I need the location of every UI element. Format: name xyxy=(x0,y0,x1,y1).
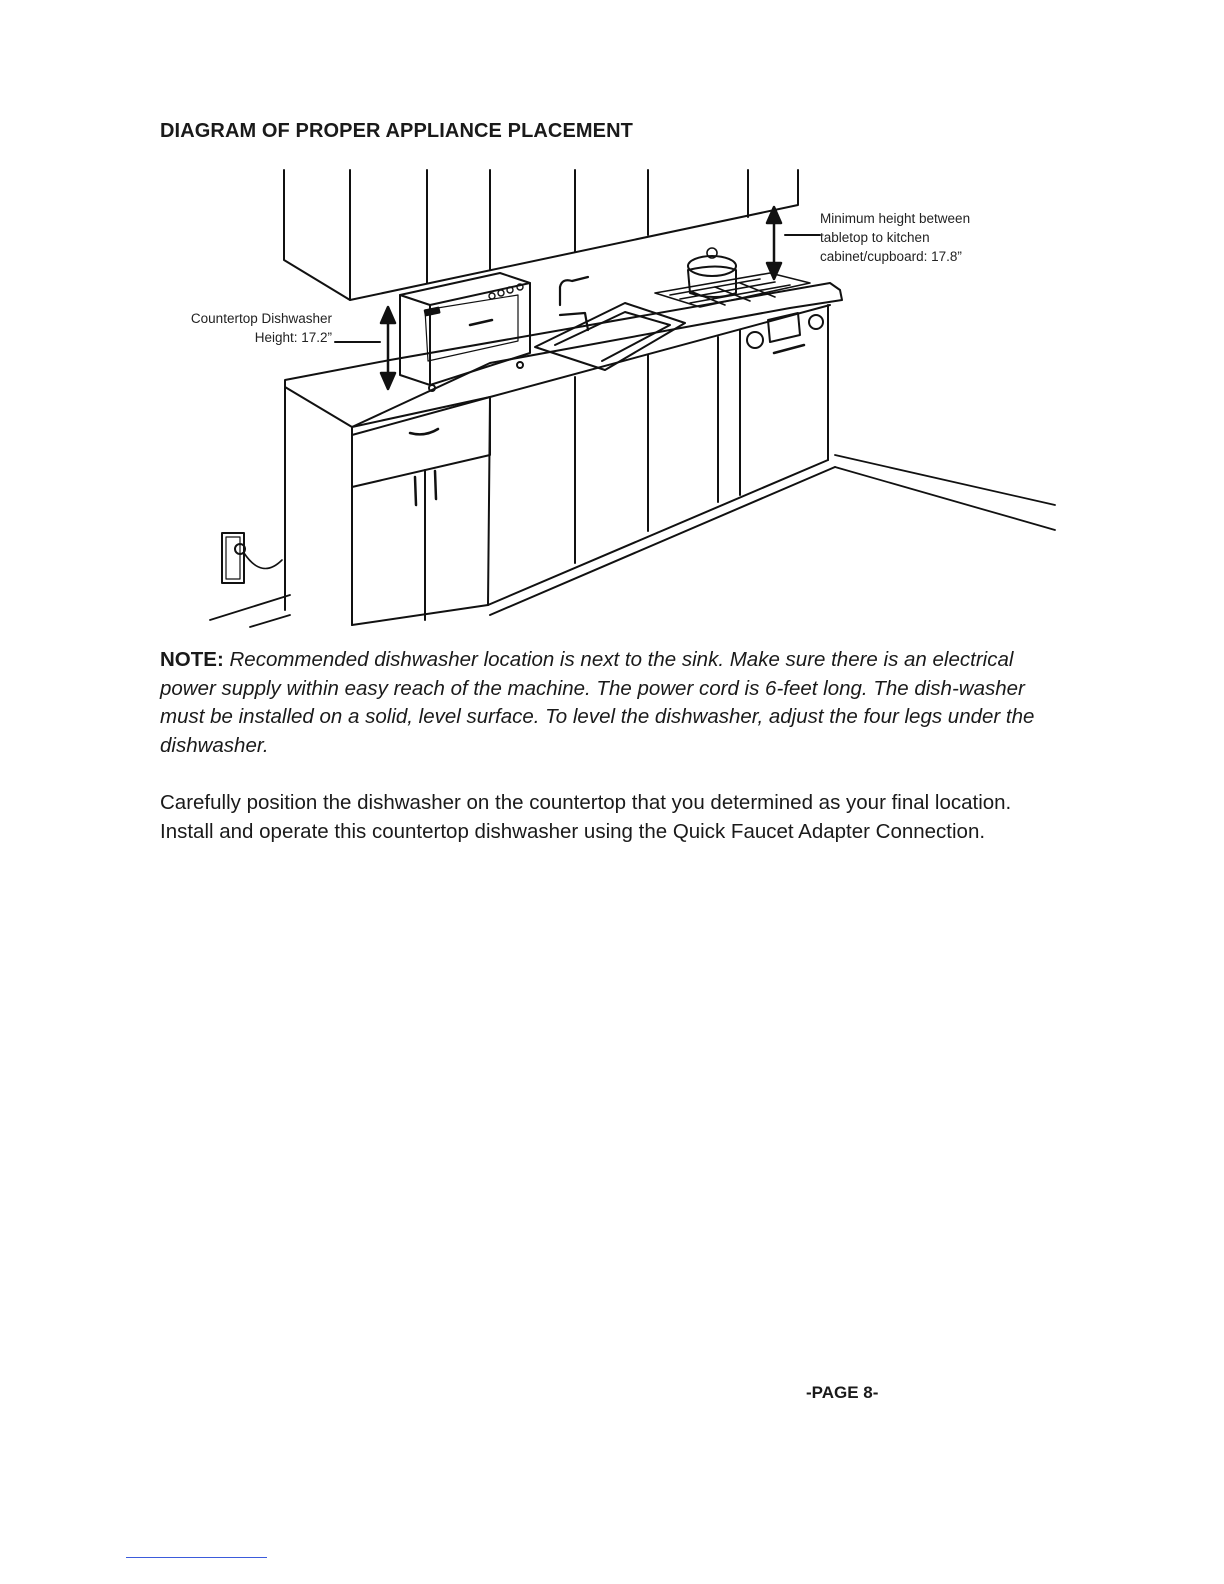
power-outlet xyxy=(222,533,282,583)
wall-cabinets xyxy=(284,170,798,300)
callout-right-line3: cabinet/cupboard: 17.8” xyxy=(820,249,962,264)
adapter-instruction: Install and operate this countertop dishwasher using the Quick Faucet Adapter Connection. xyxy=(160,819,986,843)
positioning-text: Carefully position the dishwasher on the countertop that you determined as your final location. xyxy=(160,791,1012,814)
callout-right-line1: Minimum height between xyxy=(820,211,971,226)
wall-floor-lines xyxy=(210,455,1055,627)
cabinet-clearance-callout xyxy=(820,209,1020,266)
countertop xyxy=(285,283,842,435)
positioning-paragraph xyxy=(160,789,1040,846)
callout-left-line2: Height: 17.2” xyxy=(254,330,332,345)
footer-rule xyxy=(126,1557,267,1558)
callout-right-line2: tabletop to kitchen xyxy=(820,230,930,245)
note-paragraph xyxy=(160,646,1060,760)
oven xyxy=(742,306,828,355)
stovetop xyxy=(655,248,810,307)
callout-left-line1: Countertop Dishwasher xyxy=(190,311,332,326)
note-label: NOTE: xyxy=(160,648,224,671)
page-number: -PAGE 8- xyxy=(806,1383,879,1402)
page-heading: DIAGRAM OF PROPER APPLIANCE PLACEMENT xyxy=(160,120,633,142)
note-text: Recommended dishwasher location is next to the sink. Make sure there is an electrical power supply within easy reach of the machine. The power cord is 6-feet long. The dish-washer must be installed on a solid, level surface. To level the dishwasher, adjust the four legs under the dishwasher. xyxy=(160,648,1035,757)
dishwasher-height-callout xyxy=(160,309,332,347)
countertop-dishwasher xyxy=(400,273,530,391)
